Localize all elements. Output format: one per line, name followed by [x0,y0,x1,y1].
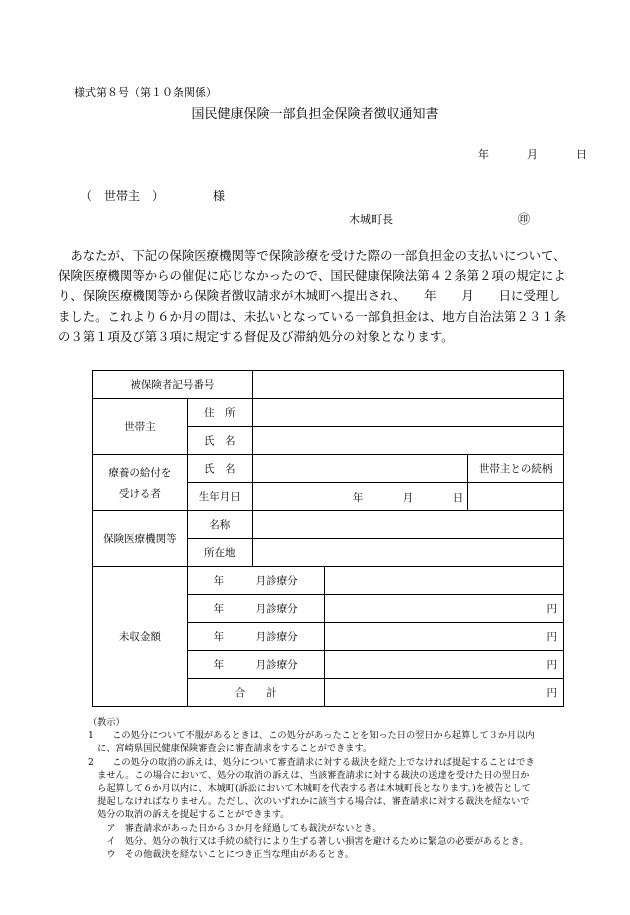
date-month-label: 月 [527,148,538,161]
institution-name-value [252,511,563,539]
note-line: 1 この処分について不服があるときは、この処分があったことを知った日の翌日から起算して３か月以内 [88,730,535,742]
recipient-label: （ 世帯主 ） [80,189,165,203]
unpaid-period-label: 年 月診療分 [187,651,324,679]
body-line: 保険医療機関等からの催促に応じなかったので、国民健康保険法第４２条第２項の規定によ [58,268,566,284]
note-line: に、宮崎県国民健康保険審査会に審査請求をすることができます。 [88,743,373,755]
care-recipient-label-line2: 受ける者 [118,487,161,500]
table-row [93,567,564,595]
body-line: あなたが、下記の保険医療機関等で保険診療を受けた際の一部負担金の支払いについて、 [58,248,566,263]
note-line: 2 この処分の取消の訴えは、処分について審査請求に対する裁決を経た上でなければ提起することはでき [88,756,535,768]
birth-month-label: 月 [402,491,414,504]
issuer-name: 木城町長 [349,213,393,226]
document-title: 国民健康保険一部負担金保険者徴収通知書 [191,107,439,122]
instructions-notes [88,716,598,861]
care-recipient-name-label: 氏 名 [187,455,252,483]
total-label: 合 計 [187,679,324,707]
body-line: り、保険医療機関等から保険者徴収請求が木城町へ提出され、 年 月 日に受理し [58,288,561,304]
table-row [93,371,564,399]
unpaid-amount-value [324,567,563,595]
insured-number-value [252,371,563,399]
note-line: ア 審査請求があった日から３か月を経過しても裁決がないとき。 [88,822,382,834]
householder-name-label: 氏 名 [187,427,252,455]
unpaid-amount-value: 円 [324,623,563,651]
householder-address-value [252,399,563,427]
unpaid-period-label: 年 月診療分 [187,567,324,595]
note-line: イ 処分、処分の執行又は手続の続行により生ずる著しい損害を避けるために緊急の必要があるとき。 [88,835,529,847]
note-line: ら起算して６か月以内に、木城町(訴訟において木城町を代表する者は木城町長となります。)を被告として [88,783,531,795]
householder-address-label: 住 所 [187,399,252,427]
notice-body [58,246,598,347]
institution-address-value [252,539,563,567]
note-line: 処分の取消の訴えを提起することができます。 [88,809,290,821]
birth-day-label: 日 [452,491,464,504]
table-row [93,511,564,539]
body-line: の３第１項及び第３項に規定する督促及び滞納処分の対象となります。 [58,328,454,344]
relation-value [468,483,564,511]
date-year-label: 年 [478,148,489,161]
care-recipient-label [93,455,188,511]
institution-address-label: 所在地 [187,539,252,567]
recipient-honorific: 様 [213,189,226,203]
date-day-label: 日 [576,148,587,161]
note-line: ウ その他裁決を経ないことにつき正当な理由があるとき。 [88,849,354,861]
birthdate-value [252,483,467,511]
institution-label: 保険医療機関等 [93,511,188,567]
institution-name-label: 名称 [187,511,252,539]
care-recipient-name-value [252,455,467,483]
insured-number-label: 被保険者記号番号 [93,371,253,399]
householder-name-value [252,427,563,455]
notes-heading: （教示） [88,717,125,728]
body-line: ました。これより６か月の間は、未払いとなっている一部負担金は、地方自治法第２３１条 [58,308,567,324]
unpaid-amount-value: 円 [324,651,563,679]
total-amount-value: 円 [324,679,563,707]
relation-label: 世帯主との続柄 [468,455,564,483]
table-row [93,399,564,427]
form-number: 様式第８号（第１０条関係） [74,86,217,99]
details-table [92,370,564,707]
birth-year-label: 年 [352,491,364,504]
note-line: ません。この場合において、処分の取消の訴えは、当該審査請求に対する裁決の送達を受けた日の翌日か [88,769,530,781]
unpaid-period-label: 年 月診療分 [187,623,324,651]
householder-label: 世帯主 [93,399,188,455]
unpaid-amount-value: 円 [324,595,563,623]
unpaid-amount-label: 未収金額 [93,567,188,707]
table-row [93,455,564,483]
birthdate-label: 生年月日 [187,483,252,511]
care-recipient-label-line1: 療養の給付を [108,466,172,479]
note-line: 提起しなければなりません。ただし、次のいずれかに該当する場合は、審査請求に対する裁決を経ないで [88,796,530,808]
seal-mark: ㊞ [518,212,531,226]
unpaid-period-label: 年 月診療分 [187,595,324,623]
